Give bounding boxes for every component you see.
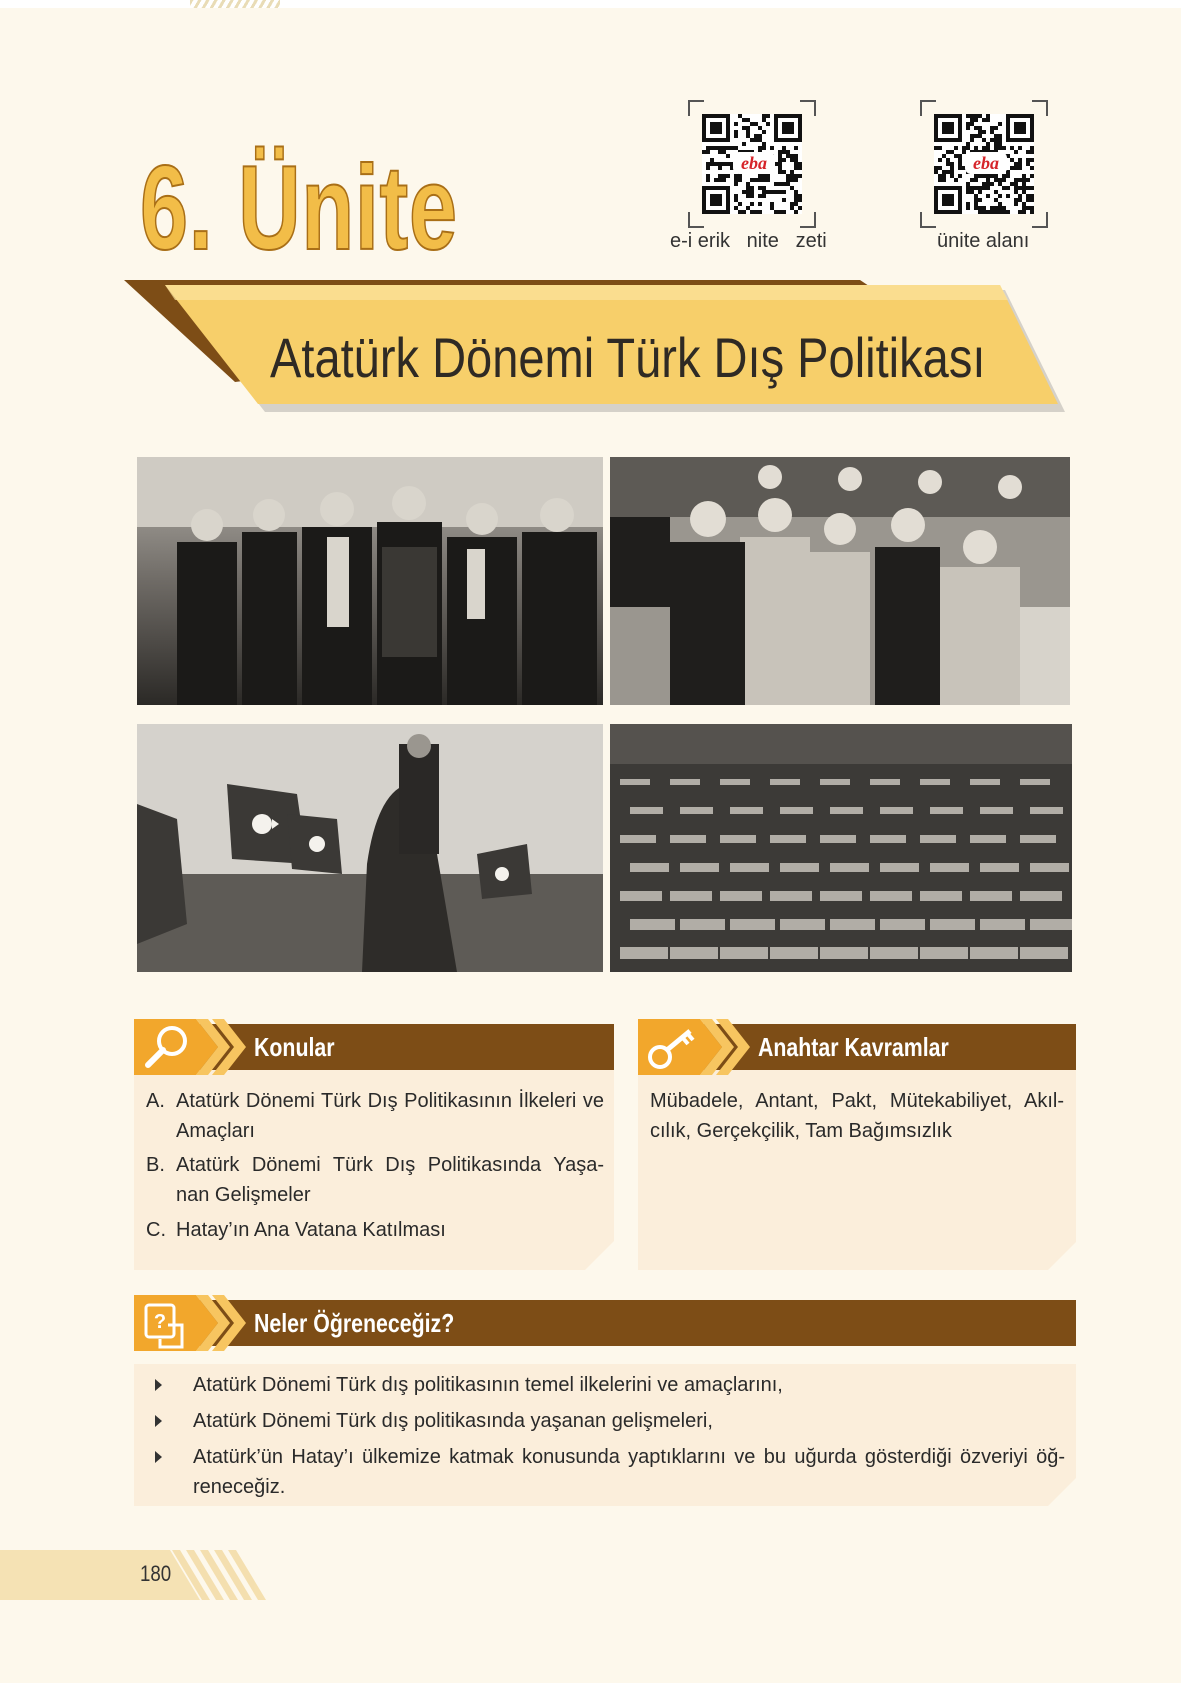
bullet-arrow-icon — [155, 1379, 162, 1391]
topics-header — [134, 1024, 614, 1070]
qr-caption-ebook: e-i erik nite zeti — [670, 230, 827, 252]
key-concepts-text: Mübadele, Antant, Pakt, Mütekabiliyet, Akıl- cılık, Gerçekçilik, Tam Bağımsızlık — [650, 1090, 1064, 1142]
photo-cavalry-with-flags — [137, 724, 603, 972]
svg-text:eba: eba — [973, 153, 999, 173]
qr-caption-unit-area: ünite alanı — [937, 230, 1030, 252]
svg-text:eba: eba — [741, 153, 767, 173]
objectives-header — [134, 1300, 1076, 1346]
photo-state-visit-handshake — [137, 457, 603, 705]
topics-heading: Konular — [254, 1032, 335, 1062]
photo-assembly-hall — [610, 724, 1072, 972]
svg-text:?: ? — [153, 1311, 167, 1333]
bullet-arrow-icon — [155, 1451, 162, 1463]
key-concepts-header — [638, 1024, 1076, 1070]
question-board-icon — [134, 1295, 252, 1351]
objectives-heading: Neler Öğreneceğiz? — [254, 1308, 455, 1338]
key-icon — [638, 1019, 756, 1075]
bullet-arrow-icon — [155, 1415, 162, 1427]
magnifier-icon — [134, 1019, 252, 1075]
key-concepts-heading: Anahtar Kavramlar — [758, 1032, 949, 1062]
page-number: 180 — [140, 1561, 172, 1586]
photo-group-portrait — [610, 457, 1070, 705]
unit-subject-title: Atatürk Dönemi Türk Dış Politikası — [270, 326, 986, 389]
panel-corner — [1046, 1240, 1078, 1272]
unit-title: 6. Ünite — [140, 141, 458, 275]
